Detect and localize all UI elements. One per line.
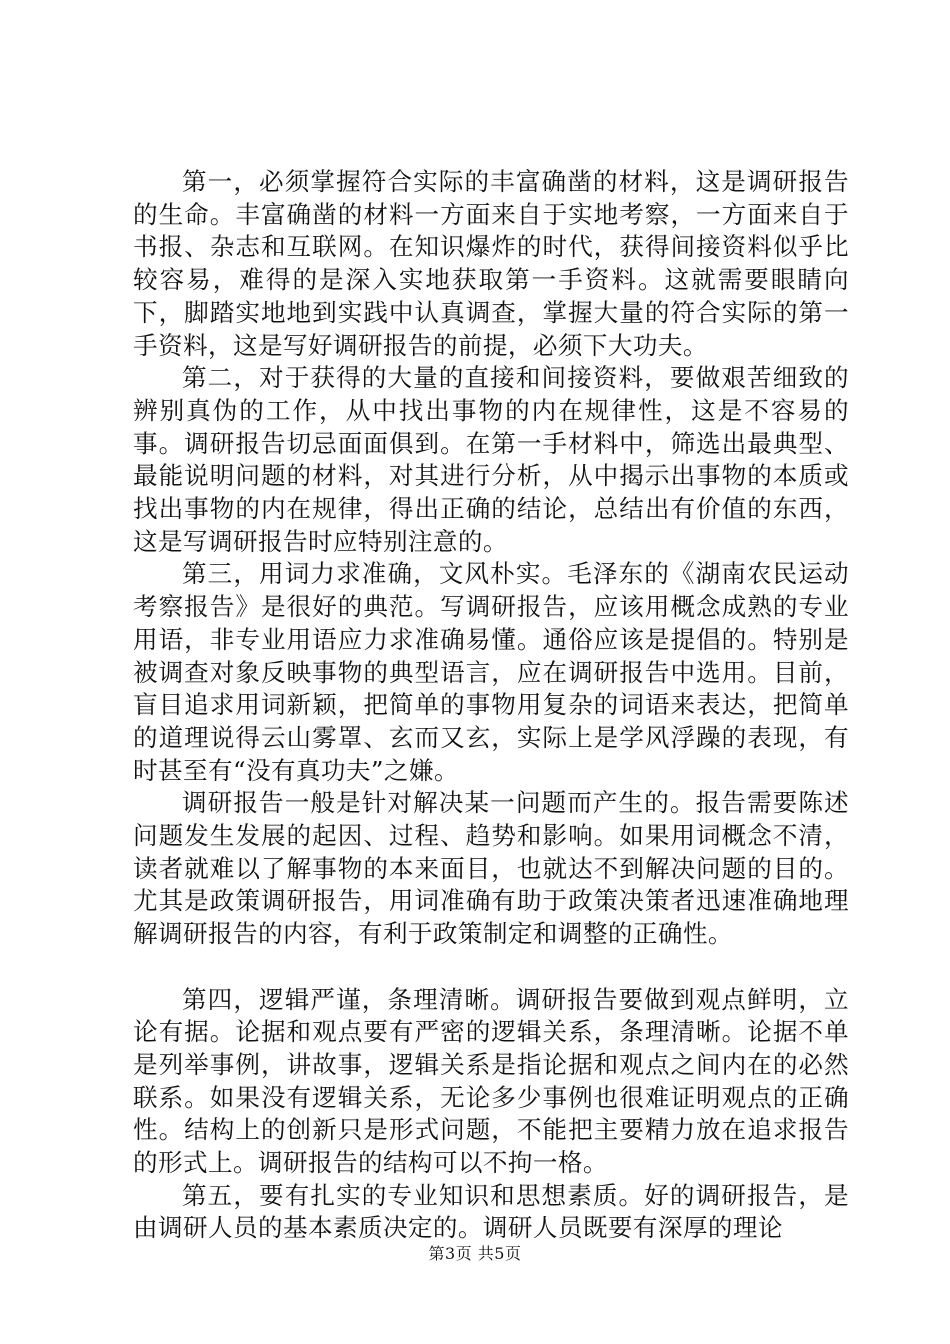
paragraph-4: 调研报告一般是针对解决某一问题而产生的。报告需要陈述问题发生发展的起因、过程、趋势和影响。如果用词概念不清，读者就难以了解事物的本来面目，也就达不到解决问题的目的。尤其是政策调研报告，用词准确有助于政策决策者迅速准确地理解调研报告的内容，有利于政策制定和调整的正确性。 xyxy=(133,788,849,949)
paragraph-1: 第一，必须掌握符合实际的丰富确凿的材料，这是调研报告的生命。丰富确凿的材料一方面来自于实地考察，一方面来自于书报、杂志和互联网。在知识爆炸的时代，获得间接资料似乎比较容易，难得的是深入实地获取第一手资料。这就需要眼睛向下，脚踏实地地到实践中认真调查，掌握大量的符合实际的第一手资料，这是写好调研报告的前提，必须下大功夫。 xyxy=(133,167,849,360)
paragraph-2: 第二，对于获得的大量的直接和间接资料，要做艰苦细致的辨别真伪的工作，从中找出事物的内在规律性，这是不容易的事。调研报告切忌面面俱到。在第一手材料中，筛选出最典型、最能说明问题的材料，对其进行分析，从中揭示出事物的本质或找出事物的内在规律，得出正确的结论，总结出有价值的东西，这是写调研报告时应特别注意的。 xyxy=(133,363,849,556)
paragraph-3: 第三，用词力求准确，文风朴实。毛泽东的《湖南农民运动考察报告》是很好的典范。写调研报告，应该用概念成熟的专业用语，非专业用语应力求准确易懂。通俗应该是提倡的。特别是被调查对象反映事物的典型语言，应在调研报告中选用。目前，盲目追求用词新颖，把简单的事物用复杂的词语来表达，把简单的道理说得云山雾罩、玄而又玄，实际上是学风浮躁的表现，有时甚至有“没有真功夫”之嫌。 xyxy=(133,559,849,785)
paragraph-spacer xyxy=(133,951,849,984)
paragraph-5: 第四，逻辑严谨，条理清晰。调研报告要做到观点鲜明，立论有据。论据和观点要有严密的逻辑关系，条理清晰。论据不单是列举事例，讲故事，逻辑关系是指论据和观点之间内在的必然联系。如果没有逻辑关系，无论多少事例也很难证明观点的正确性。结构上的创新只是形式问题，不能把主要精力放在追求报告的形式上。调研报告的结构可以不拘一格。 xyxy=(133,984,849,1178)
document-body xyxy=(133,166,849,1245)
page-number-footer: 第3页 共5页 xyxy=(428,1244,522,1263)
paragraph-6: 第五，要有扎实的专业知识和思想素质。好的调研报告，是由调研人员的基本素质决定的。调研人员既要有深厚的理论 xyxy=(133,1180,849,1243)
